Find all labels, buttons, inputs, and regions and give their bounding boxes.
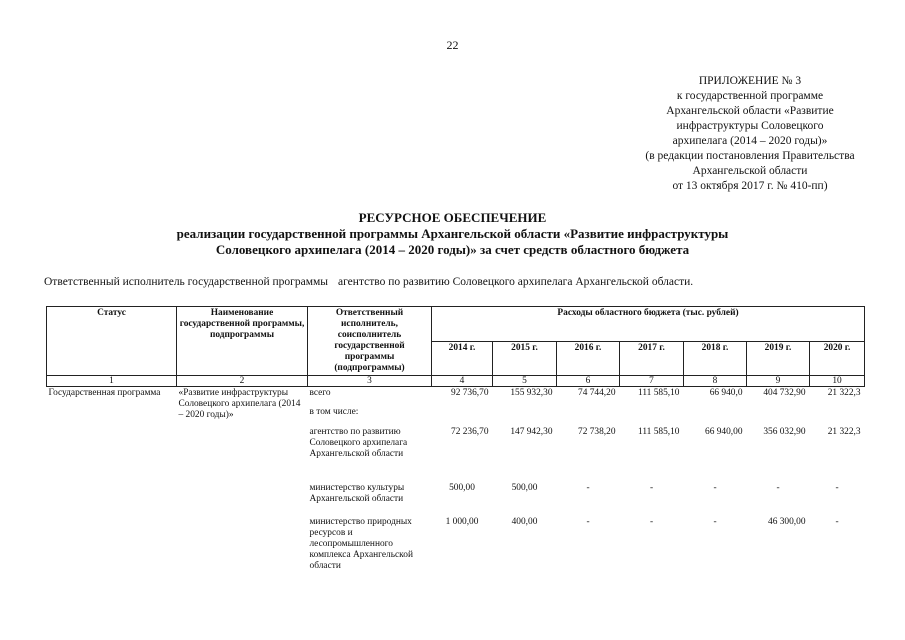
header-responsible: Ответственный исполнитель, соисполнитель государственной программы (подпрограммы)	[308, 307, 432, 376]
header-year: 2017 г.	[620, 341, 684, 376]
value-cell: 400,00	[511, 516, 538, 527]
appendix-line: (в редакции постановления Правительства	[645, 150, 855, 162]
budget-table	[46, 306, 865, 573]
page-number: 22	[446, 38, 459, 52]
responsible-cell: агентство по развитию Соловецкого архипелага Архангельской области	[309, 426, 408, 459]
title-line-1: РЕСУРСНОЕ ОБЕСПЕЧЕНИЕ	[358, 210, 547, 225]
appendix-line: Архангельской области «Развитие	[666, 105, 834, 117]
header-year: 2014 г.	[432, 341, 493, 376]
header-year: 2019 г.	[747, 341, 810, 376]
value-cell: 356 032,90	[763, 426, 806, 437]
responsible-cell: министерство культуры Архангельской области	[309, 482, 405, 504]
value-cell	[493, 403, 557, 423]
appendix-line: ПРИЛОЖЕНИЕ № 3	[698, 75, 802, 87]
responsible-cell: министерство природных ресурсов и лесопромышленного комплекса Архангельской области	[309, 516, 413, 571]
column-number: 3	[308, 376, 432, 387]
value-cell: 500,00	[449, 482, 475, 493]
responsible-cell: в том числе:	[309, 406, 359, 417]
header-year: 2016 г.	[557, 341, 620, 376]
appendix-block	[620, 74, 880, 194]
executor-label: Ответственный исполнитель государственной программы	[44, 276, 329, 288]
value-cell: 92 736,70	[451, 388, 489, 398]
appendix-line: к государственной программе	[676, 90, 824, 102]
responsible-cell: всего	[309, 388, 331, 398]
column-number: 5	[493, 376, 557, 387]
value-cell	[684, 403, 747, 423]
value-cell	[432, 403, 493, 423]
header-expenses: Расходы областного бюджета (тыс. рублей)	[432, 307, 865, 342]
value-cell: 500,00	[511, 482, 538, 493]
value-cell: 66 940,0	[709, 388, 743, 398]
appendix-line: от 13 октября 2017 г. № 410-пп)	[672, 180, 828, 192]
value-cell: 66 940,00	[705, 426, 743, 437]
program-name-cell: «Развитие инфраструктуры Соловецкого архипелага (2014 – 2020 годы)»	[178, 388, 301, 420]
column-number: 10	[810, 376, 865, 387]
value-cell: 72 236,70	[451, 426, 489, 437]
value-cell: 72 738,20	[578, 426, 616, 437]
responsible-executor	[44, 276, 693, 288]
value-cell: -	[649, 482, 654, 493]
value-cell	[620, 403, 684, 423]
column-number: 6	[557, 376, 620, 387]
value-cell: 111 585,10	[638, 426, 680, 437]
value-cell: -	[586, 482, 590, 493]
table-row	[47, 387, 865, 403]
value-cell: -	[586, 516, 590, 527]
header-status: Статус	[47, 307, 177, 376]
header-program-name: Наименование государственной программы, подпрограммы	[177, 307, 308, 376]
column-number: 4	[432, 376, 493, 387]
value-cell: -	[835, 482, 839, 493]
value-cell: -	[649, 516, 654, 527]
header-year: 2020 г.	[810, 341, 865, 376]
title-line-2: реализации государственной программы Архангельской области «Развитие инфраструктуры	[176, 226, 729, 241]
appendix-line: Архангельской области	[692, 165, 808, 177]
value-cell	[557, 403, 620, 423]
column-number: 9	[747, 376, 810, 387]
value-cell: 1 000,00	[445, 516, 479, 527]
value-cell: 74 744,20	[578, 388, 616, 398]
header-year: 2015 г.	[493, 341, 557, 376]
value-cell: 46 300,00	[768, 516, 806, 527]
value-cell: -	[713, 482, 717, 493]
document-title	[0, 210, 905, 258]
value-cell: -	[835, 516, 839, 527]
column-number: 1	[47, 376, 177, 387]
value-cell: 111 585,10	[638, 388, 680, 398]
value-cell: -	[776, 482, 780, 493]
value-cell: 21 322,3	[827, 426, 861, 437]
value-cell: 21 322,3	[827, 388, 861, 398]
value-cell: 404 732,90	[763, 388, 806, 398]
header-year: 2018 г.	[684, 341, 747, 376]
column-number: 8	[684, 376, 747, 387]
appendix-line: инфраструктуры Соловецкого	[676, 120, 824, 132]
value-cell: -	[713, 516, 717, 527]
value-cell: 147 942,30	[510, 426, 553, 437]
status-cell: Государственная программа	[48, 388, 161, 398]
value-cell: 155 932,30	[510, 388, 553, 398]
value-cell	[810, 403, 865, 423]
appendix-line: архипелага (2014 – 2020 годы)»	[672, 135, 828, 147]
value-cell	[747, 403, 810, 423]
title-line-3: Соловецкого архипелага (2014 – 2020 годы)» за счет средств областного бюджета	[215, 242, 690, 257]
executor-value: агентство по развитию Соловецкого архипелага Архангельской области.	[338, 276, 694, 288]
column-number: 2	[177, 376, 308, 387]
column-number: 7	[620, 376, 684, 387]
